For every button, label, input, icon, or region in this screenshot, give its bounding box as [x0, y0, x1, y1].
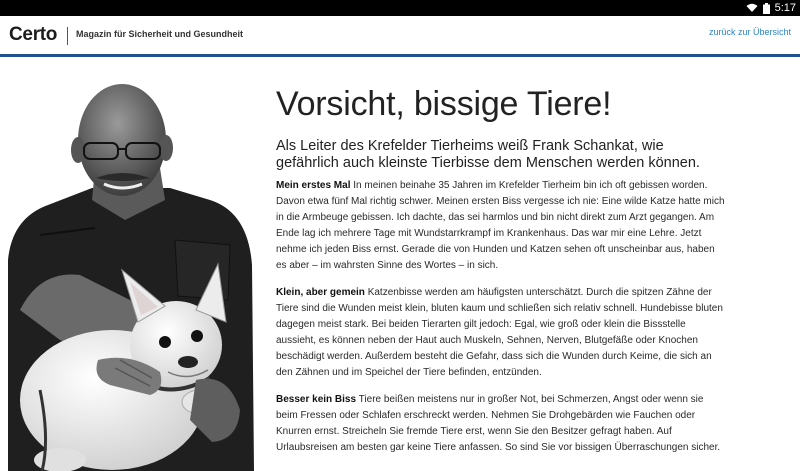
clock: 5:17	[774, 2, 796, 14]
section-body: Tiere beißen meistens nur in großer Not, bei Schmerzen, Angst oder wenn sie beim Fressen oder Schlafen erschreckt werden. Nehmen Sie Drohgebärden wie Fauchen oder Knurren ernst. Streicheln Sie fremde Tiere erst, wenn Sie den Besitzer gefragt haben. Auf Urlaubsreisen am besten gar keine Tiere anfassen. So sind Sie vor bissigen Überraschungen sicher.	[276, 394, 721, 453]
section-body: In meinen beinahe 35 Jahren im Krefelder Tierheim bin ich oft gebissen worden. Davon etwa fünf Mal richtig schwer. Meinen ersten Biss vergesse ich nie: Eine wilde Katze hatte mich in die Armbeuge gebissen. Ich dachte, das sei harmlos und bin nicht direkt zum Arzt gegangen. Am Ende lag ich mehrere Tage mit Wundstarrkrampf im Krankenhaus. Das war mir eine Lehre. Jetzt nehme ich jeden Biss ernst. Gerade die von Hunden und Katzen sehen oft unscheinbar aus, haben es aber – im wahrsten Sinne des Wortes – in sich.	[276, 180, 725, 271]
back-to-overview-link[interactable]: zurück zur Übersicht	[708, 27, 791, 37]
wifi-icon	[746, 3, 758, 13]
article-section	[276, 285, 726, 381]
status-icons	[746, 0, 796, 16]
logo[interactable]: Certo	[9, 24, 58, 45]
article-photo	[0, 60, 262, 471]
article-headline: Vorsicht, bissige Tiere!	[276, 85, 612, 123]
section-heading: Besser kein Biss	[276, 394, 357, 405]
app-header	[0, 16, 800, 54]
article	[276, 84, 726, 467]
article-section	[276, 178, 726, 274]
article-lead: Als Leiter des Krefelder Tierheims weiß Frank Schankat, wie gefährlich auch kleinste Tierbisse dem Menschen werden können.	[276, 138, 700, 171]
section-body: Katzenbisse werden am häufigsten unterschätzt. Durch die spitzen Zähne der Tiere sind die Wunden meist klein, bluten kaum und schließen sich relativ schnell. Hundebisse bluten dagegen meist stark. Bei beiden Tierarten gilt jedoch: Egal, wie groß oder klein die Bissstelle aussieht, es können neben der Haut auch Muskeln, Sehnen, Nerven, Blutgefäße oder Knochen beschädigt werden. Außerdem besteht die Gefahr, dass sich die Wunden durch Keime, die sich an den Zähnen und im Speichel der Tiere befinden, entzünden.	[276, 287, 723, 378]
status-bar	[0, 0, 800, 16]
battery-icon	[763, 3, 770, 14]
section-heading: Mein erstes Mal	[276, 180, 351, 191]
magazine-subtitle: Magazin für Sicherheit und Gesundheit	[76, 29, 244, 39]
header-accent-line	[0, 54, 800, 57]
section-heading: Klein, aber gemein	[276, 287, 365, 298]
article-section	[276, 392, 726, 456]
header-divider	[67, 27, 68, 45]
